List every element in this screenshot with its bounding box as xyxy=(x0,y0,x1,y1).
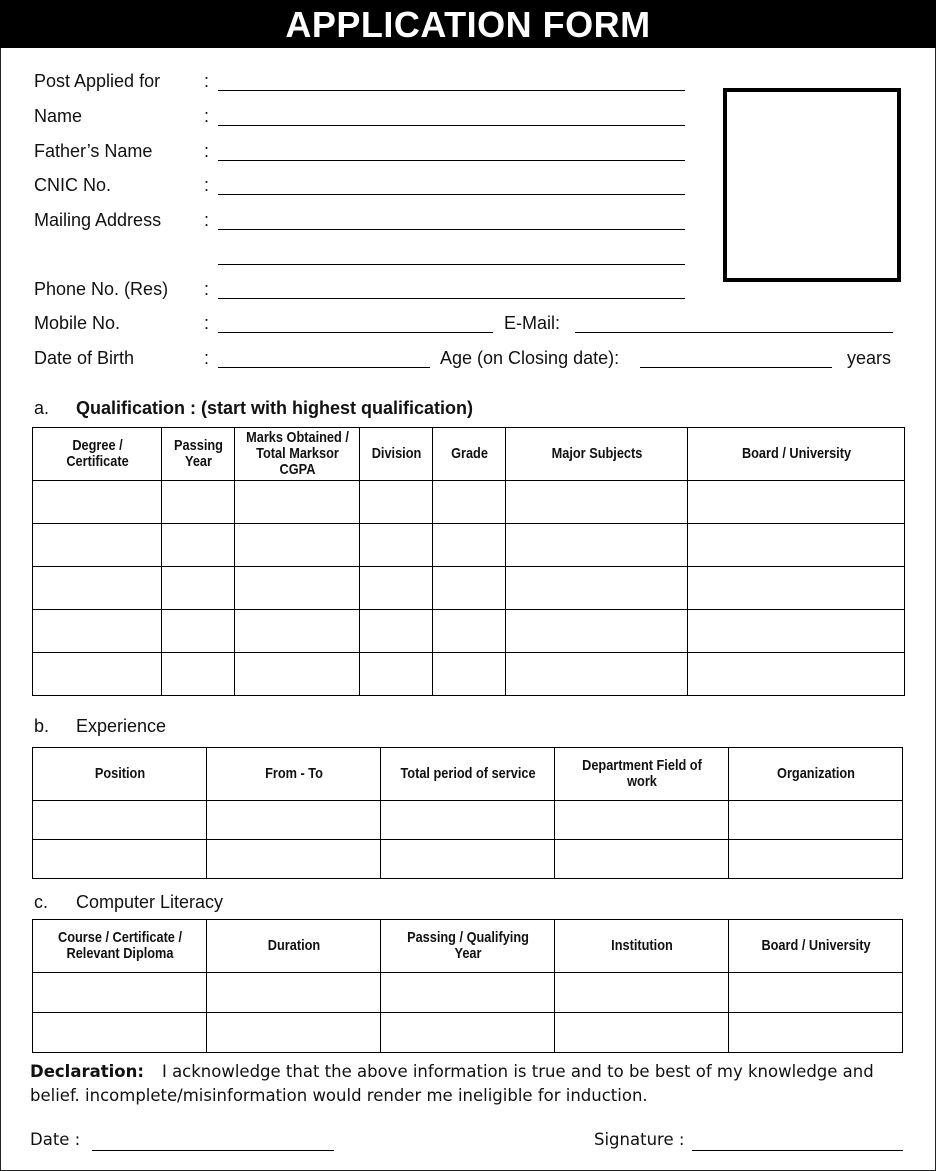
table-cell[interactable] xyxy=(33,840,207,879)
post-label: Post Applied for xyxy=(34,71,161,91)
table-cell[interactable] xyxy=(555,801,729,840)
post-input[interactable] xyxy=(218,90,685,91)
table-cell[interactable] xyxy=(235,524,360,567)
phone-input[interactable] xyxy=(218,298,685,299)
photo-box[interactable] xyxy=(723,88,901,282)
dob-label: Date of Birth xyxy=(34,348,135,368)
table-cell[interactable] xyxy=(381,801,555,840)
table-cell[interactable] xyxy=(381,840,555,879)
declaration xyxy=(30,1060,920,1108)
table-row xyxy=(33,567,905,610)
table-cell[interactable] xyxy=(207,973,381,1013)
table-cell[interactable] xyxy=(162,610,235,653)
col-header: Division xyxy=(365,428,427,481)
table-cell[interactable] xyxy=(555,840,729,879)
table-cell[interactable] xyxy=(235,610,360,653)
table-cell[interactable] xyxy=(381,973,555,1013)
table-cell[interactable] xyxy=(235,481,360,524)
colon: : xyxy=(204,313,210,333)
col-header: Department Field of work xyxy=(568,748,716,801)
table-cell[interactable] xyxy=(729,973,903,1013)
table-cell[interactable] xyxy=(33,610,162,653)
colon: : xyxy=(204,279,210,299)
father-name-input[interactable] xyxy=(218,160,685,161)
email-input[interactable] xyxy=(575,332,893,333)
declaration-label: Declaration: xyxy=(30,1062,144,1081)
address-label: Mailing Address xyxy=(34,210,162,230)
col-header: Total period of service xyxy=(394,748,542,801)
address-input-line-2[interactable] xyxy=(218,264,685,265)
table-cell[interactable] xyxy=(207,801,381,840)
table-row xyxy=(33,1013,903,1053)
table-cell[interactable] xyxy=(33,973,207,1013)
table-cell[interactable] xyxy=(360,610,433,653)
table-cell[interactable] xyxy=(729,840,903,879)
col-header: Grade xyxy=(438,428,500,481)
table-row xyxy=(33,481,905,524)
age-label: Age (on Closing date): xyxy=(440,348,620,368)
table-cell[interactable] xyxy=(506,567,688,610)
section-title: Computer Literacy xyxy=(76,892,224,912)
colon: : xyxy=(204,106,210,126)
colon: : xyxy=(204,348,210,368)
qualification-heading xyxy=(34,398,473,419)
table-cell[interactable] xyxy=(360,481,433,524)
table-cell[interactable] xyxy=(729,801,903,840)
section-letter: b. xyxy=(34,716,50,736)
table-cell[interactable] xyxy=(360,524,433,567)
table-cell[interactable] xyxy=(433,481,506,524)
col-header: Duration xyxy=(220,920,368,973)
col-header: From - To xyxy=(220,748,368,801)
table-row xyxy=(33,973,903,1013)
table-cell[interactable] xyxy=(360,653,433,696)
table-cell[interactable] xyxy=(433,524,506,567)
section-letter: c. xyxy=(34,892,49,912)
table-cell[interactable] xyxy=(506,524,688,567)
experience-table xyxy=(32,747,903,879)
table-cell[interactable] xyxy=(33,481,162,524)
table-cell[interactable] xyxy=(162,481,235,524)
years-label: years xyxy=(847,348,892,368)
table-cell[interactable] xyxy=(33,524,162,567)
mobile-label: Mobile No. xyxy=(34,313,121,333)
name-input[interactable] xyxy=(218,125,685,126)
table-cell[interactable] xyxy=(555,1013,729,1053)
table-cell[interactable] xyxy=(33,567,162,610)
cnic-input[interactable] xyxy=(218,194,685,195)
col-header: Marks Obtained / Total Marksor CGPA xyxy=(244,428,350,481)
table-cell[interactable] xyxy=(506,653,688,696)
table-cell[interactable] xyxy=(555,973,729,1013)
computer-literacy-heading xyxy=(34,892,223,913)
table-cell[interactable] xyxy=(729,1013,903,1053)
col-header: Board / University xyxy=(742,920,890,973)
table-row xyxy=(33,610,905,653)
table-row xyxy=(33,801,903,840)
email-label: E-Mail: xyxy=(504,313,561,333)
col-header: Board / University xyxy=(704,428,888,481)
table-cell[interactable] xyxy=(207,1013,381,1053)
table-cell[interactable] xyxy=(235,567,360,610)
colon: : xyxy=(204,175,210,195)
signature-input[interactable] xyxy=(692,1150,903,1151)
table-cell[interactable] xyxy=(506,610,688,653)
table-cell[interactable] xyxy=(688,524,905,567)
table-cell[interactable] xyxy=(162,524,235,567)
section-title: Experience xyxy=(76,716,167,736)
declaration-text: I acknowledge that the above information is true and to be best of my knowledge and belief. incomplete/misinformation would render me ineligible for induction. xyxy=(30,1062,874,1105)
section-title: Qualification : (start with highest qualification) xyxy=(76,398,474,418)
cnic-label: CNIC No. xyxy=(34,175,112,195)
col-header: Organization xyxy=(742,748,890,801)
signature-label: Signature : xyxy=(594,1130,685,1149)
table-cell[interactable] xyxy=(688,567,905,610)
table-cell[interactable] xyxy=(688,481,905,524)
table-cell[interactable] xyxy=(162,653,235,696)
table-cell[interactable] xyxy=(33,1013,207,1053)
form-title: APPLICATION FORM xyxy=(0,0,936,48)
name-label: Name xyxy=(34,106,83,126)
date-input[interactable] xyxy=(92,1150,334,1151)
table-cell[interactable] xyxy=(433,653,506,696)
phone-label: Phone No. (Res) xyxy=(34,279,169,299)
father-name-label: Father’s Name xyxy=(34,141,153,161)
col-header: Passing / Qualifying Year xyxy=(394,920,542,973)
mobile-input[interactable] xyxy=(218,332,493,333)
table-cell[interactable] xyxy=(688,610,905,653)
table-row xyxy=(33,524,905,567)
col-header: Degree / Certificate xyxy=(42,428,152,481)
dob-input[interactable] xyxy=(218,367,430,368)
date-label: Date : xyxy=(30,1130,81,1149)
col-header: Passing Year xyxy=(167,428,229,481)
table-cell[interactable] xyxy=(207,840,381,879)
qualification-table xyxy=(32,427,905,696)
table-cell[interactable] xyxy=(381,1013,555,1053)
computer-literacy-table xyxy=(32,919,903,1053)
colon: : xyxy=(204,141,210,161)
age-input[interactable] xyxy=(640,367,832,368)
table-cell[interactable] xyxy=(162,567,235,610)
experience-heading xyxy=(34,716,166,737)
col-header: Institution xyxy=(568,920,716,973)
table-row xyxy=(33,653,905,696)
table-row xyxy=(33,840,903,879)
table-cell[interactable] xyxy=(360,567,433,610)
table-cell[interactable] xyxy=(235,653,360,696)
table-cell[interactable] xyxy=(506,481,688,524)
address-input-line-1[interactable] xyxy=(218,229,685,230)
table-cell[interactable] xyxy=(33,653,162,696)
section-letter: a. xyxy=(34,398,50,418)
table-cell[interactable] xyxy=(688,653,905,696)
col-header: Course / Certificate / Relevant Diploma xyxy=(46,920,194,973)
colon: : xyxy=(204,71,210,91)
colon: : xyxy=(204,210,210,230)
col-header: Major Subjects xyxy=(519,428,674,481)
table-cell[interactable] xyxy=(33,801,207,840)
col-header: Position xyxy=(46,748,194,801)
table-cell[interactable] xyxy=(433,610,506,653)
table-cell[interactable] xyxy=(433,567,506,610)
